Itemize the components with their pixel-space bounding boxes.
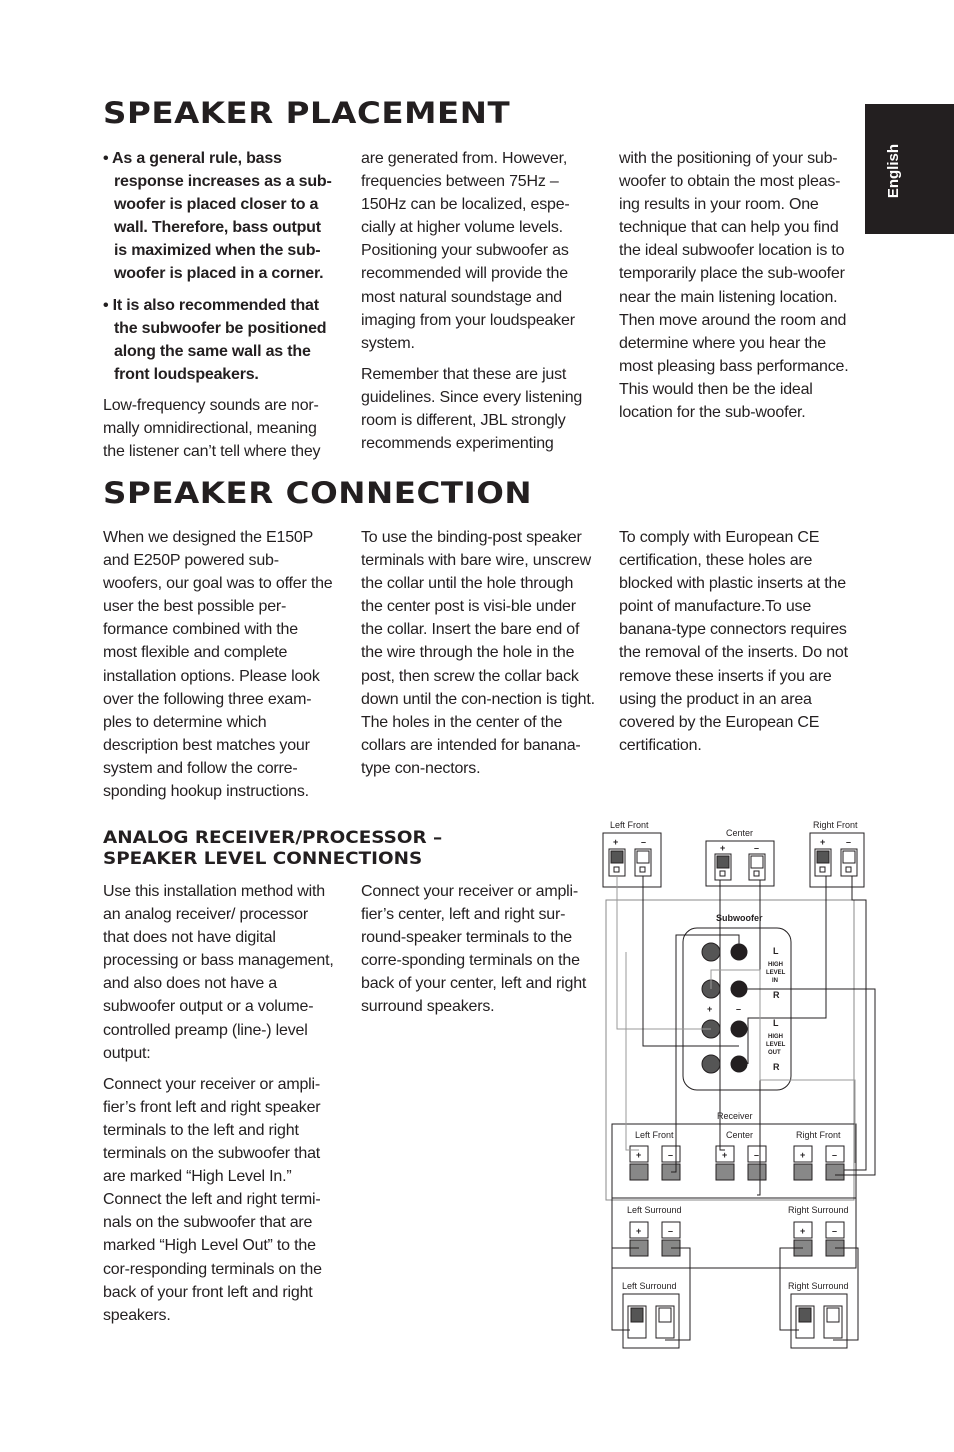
svg-text:–: – [832, 1150, 838, 1160]
placement-paragraph: are generated from. However, frequencies between 75Hz – 150Hz can be localized, espe-cially at higher volume levels. Positioning your subwoofer as recommended will provide the most natural soundstage and imaging from your loudspeaker system. [361, 150, 575, 352]
right-surround-speaker [788, 1281, 849, 1348]
svg-text:–: – [736, 1004, 742, 1014]
svg-text:+: + [800, 1150, 806, 1160]
connection-column-3 [619, 526, 853, 765]
svg-text:R: R [773, 990, 780, 1000]
placement-bullet-2: • It is also recommended that the subwoofer be positioned along the same wall as the front loudspeakers. [103, 296, 327, 383]
svg-text:L: L [773, 946, 779, 956]
subwoofer-label: Subwoofer [716, 913, 763, 923]
svg-text:Right Front: Right Front [796, 1130, 841, 1140]
connection-column-1 [103, 526, 335, 811]
left-front-speaker [603, 820, 661, 887]
center-label: Center [726, 828, 754, 838]
svg-text:–: – [668, 1150, 674, 1160]
svg-text:–: – [846, 837, 852, 847]
language-tab [865, 104, 954, 234]
analog-heading-line-2: SPEAKER LEVEL CONNECTIONS [103, 849, 423, 869]
placement-paragraph: Remember that these are just guidelines. Since every listening room is different, JBL strongly recommends experimenting [361, 365, 583, 453]
connection-column-2 [361, 526, 595, 788]
svg-text:IN: IN [772, 978, 778, 984]
svg-text:LEVEL: LEVEL [766, 1042, 786, 1048]
placement-bullet-1: • As a general rule, bass response increases as a sub-woofer is placed closer to a wall. Therefore, bass output is maximized when the sub-woofer is placed in a corner. [103, 150, 332, 283]
left-surround-speaker [622, 1281, 679, 1348]
svg-text:Right Surround: Right Surround [788, 1205, 849, 1215]
connection-paragraph: To comply with European CE certification, these holes are blocked with plastic inserts at the point of manufacture.To use banana-type connectors requires the removal of the inserts. Do not remove these inserts if you are using the product in an area covered by the European CE certification. [619, 529, 848, 754]
analog-column-2 [361, 880, 595, 1027]
svg-text:+: + [800, 1226, 806, 1236]
receiver-label: Receiver [717, 1111, 753, 1121]
placement-column-3 [619, 147, 853, 432]
language-label: English [885, 144, 902, 199]
svg-text:–: – [641, 837, 647, 847]
right-front-speaker [810, 820, 864, 887]
svg-text:+: + [722, 1150, 728, 1160]
svg-text:L: L [773, 1018, 779, 1028]
svg-text:Right Surround: Right Surround [788, 1281, 849, 1291]
svg-text:Center: Center [726, 1130, 754, 1140]
center-speaker [706, 828, 774, 886]
wiring-diagram [600, 815, 880, 1355]
svg-text:–: – [832, 1226, 838, 1236]
placement-paragraph: Low-frequency sounds are nor-mally omnidirectional, meaning the listener can’t tell where they [103, 396, 321, 461]
svg-text:–: – [754, 843, 760, 853]
analog-heading [103, 828, 442, 870]
left-front-label: Left Front [610, 820, 649, 830]
svg-text:Left Front: Left Front [635, 1130, 674, 1140]
svg-text:LEVEL: LEVEL [766, 970, 786, 976]
svg-text:+: + [820, 837, 826, 847]
svg-text:OUT: OUT [768, 1050, 781, 1056]
svg-text:R: R [773, 1062, 780, 1072]
analog-heading-line-1: ANALOG RECEIVER/PROCESSOR – [103, 828, 443, 848]
analog-column-1 [103, 880, 335, 1335]
svg-text:–: – [754, 1150, 760, 1160]
analog-paragraph: Connect your receiver or ampli-fier’s center, left and right sur-round-speaker terminals to the corre-sponding terminals on the back of your center, left and right surround speakers. [361, 883, 587, 1016]
svg-text:–: – [668, 1226, 674, 1236]
svg-text:+: + [707, 1004, 713, 1014]
right-front-label: Right Front [813, 820, 858, 830]
svg-text:Left Surround: Left Surround [627, 1205, 682, 1215]
svg-text:+: + [613, 837, 619, 847]
placement-paragraph: with the positioning of your sub-woofer to obtain the most pleas-ing results in your room. One technique that can help you find the ideal subwoofer location is to temporarily place the sub-woofer near the main listening location. Then move around the room and determine where you hear the most pleasing bass performance. This would then be the ideal location for the sub-woofer. [619, 150, 849, 422]
svg-text:Left Surround: Left Surround [622, 1281, 677, 1291]
placement-column-2 [361, 147, 595, 463]
connection-paragraph: To use the binding-post speaker terminals with bare wire, unscrew the collar until the hole through the center post is visi-ble under the collar. Insert the bare end of the wire through the hole in the post, then screw the collar back down until the con-nection is tight. The holes in the center of the collars are intended for banana-type con-nectors. [361, 529, 595, 777]
placement-column-1 [103, 147, 335, 471]
subwoofer-panel [683, 913, 791, 1090]
connection-heading: SPEAKER CONNECTION [103, 476, 533, 510]
analog-paragraph: Use this installation method with an analog receiver/ processor that does not have digital processing or bass management, and also does not have a subwoofer output or a volume-controlled preamp (line-) level output: [103, 883, 334, 1062]
receiver-panel [612, 1111, 856, 1268]
svg-text:HIGH: HIGH [768, 962, 783, 968]
svg-text:+: + [720, 843, 726, 853]
svg-text:+: + [636, 1226, 642, 1236]
svg-text:HIGH: HIGH [768, 1034, 783, 1040]
connection-paragraph: When we designed the E150P and E250P powered sub-woofers, our goal was to offer the user the best possible per-formance combined with the most flexible and complete installation options. Please look over the following three exam-ples to determine which description best matches your system and follow the corre-sponding hookup instructions. [103, 529, 333, 801]
svg-text:+: + [636, 1150, 642, 1160]
placement-heading: SPEAKER PLACEMENT [103, 96, 511, 130]
analog-paragraph: Connect your receiver or ampli-fier’s front left and right speaker terminals to the left and right terminals on the subwoofer that are marked “High Level In.” Connect the left and right termi-nals on the subwoofer that are marked “High Level Out” to the cor-responding terminals on the back of your front left and right speakers. [103, 1075, 322, 1324]
